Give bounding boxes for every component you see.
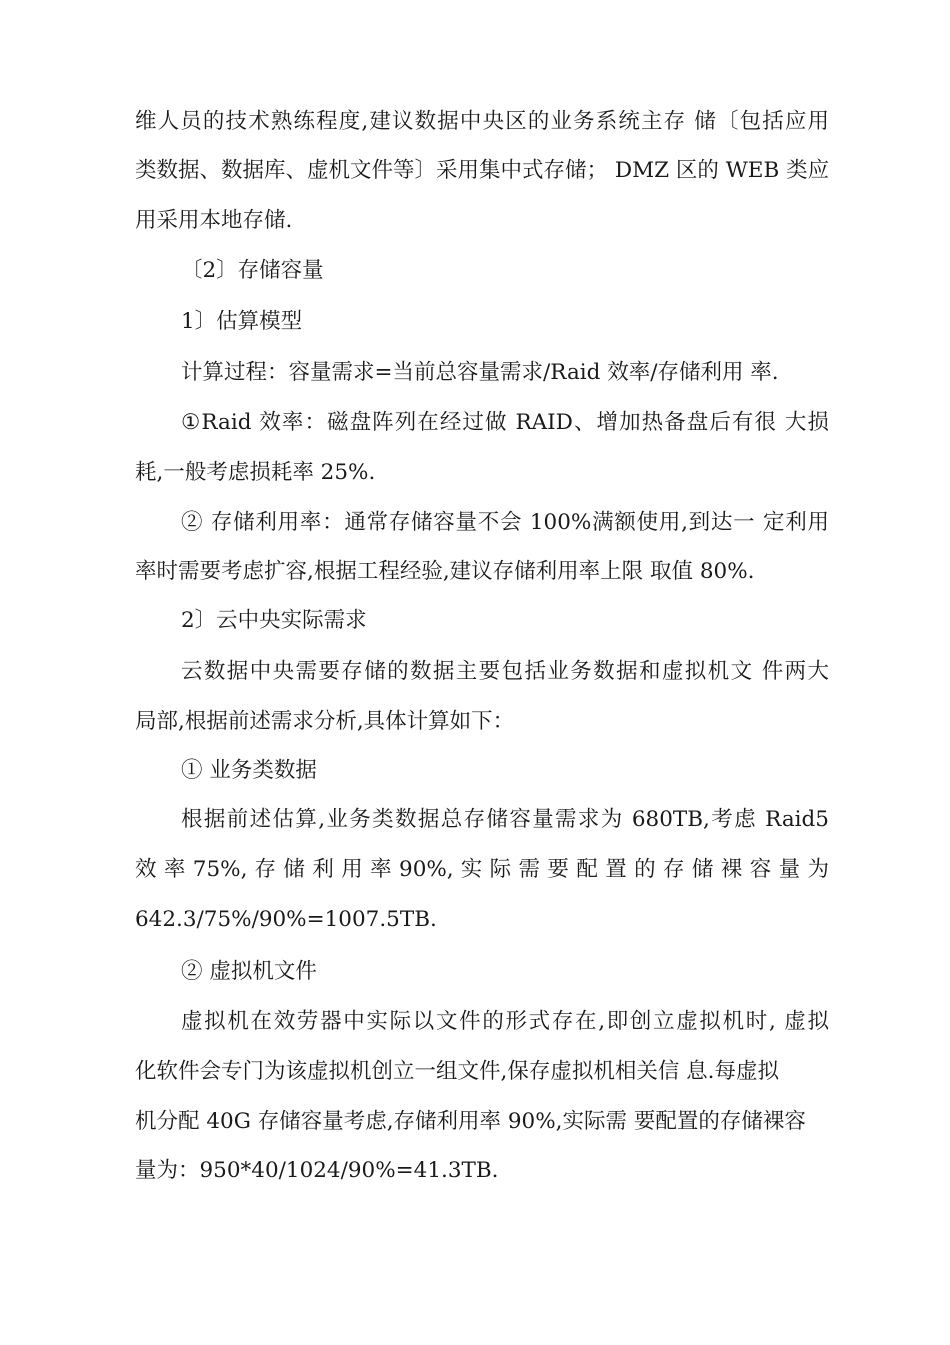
paragraph-line: 虚拟机在效劳器中实际以文件的形式存在,即创立虚拟机时, 虚拟 [181,1009,829,1034]
paragraph-line: ② 存储利用率：通常存储容量不会 100%满额使用,到达一 定利用 [181,510,829,535]
paragraph-line: 根据前述估算,业务类数据总存储容量需求为 680TB,考虑 Raid5 [181,807,829,832]
paragraph-line: 量为：950*40/1024/90%=41.3TB. [135,1158,499,1183]
paragraph-line: 率时需要考虑扩容,根据工程经验,建议存储利用率上限 取值 80%. [135,559,755,584]
paragraph-line: 642.3/75%/90%=1007.5TB. [135,907,437,932]
item-heading: ② 虚拟机文件 [181,959,317,984]
paragraph-line: 局部,根据前述需求分析,具体计算如下： [135,709,515,734]
subsection-heading: 1〕估算模型 [181,309,303,334]
paragraph-line: 耗,一般考虑损耗率 25%. [135,460,376,485]
paragraph-line: 效 率 75%, 存 储 利 用 率 90%, 实 际 需 要 配 置 的 存 储 裸 容 量 为 [135,857,829,882]
paragraph-line: 计算过程：容量需求=当前总容量需求/Raid 效率/存储利用 率. [181,360,779,385]
paragraph-line: 用采用本地存储. [135,208,293,233]
paragraph-line: 云数据中央需要存储的数据主要包括业务数据和虚拟机文 件两大 [181,659,829,684]
paragraph-line: 化软件会专门为该虚拟机创立一组文件,保存虚拟机相关信 息.每虚拟 [135,1059,780,1084]
subsection-heading: 2〕云中央实际需求 [181,608,367,633]
section-heading: 〔2〕存储容量 [181,258,324,283]
item-heading: ① 业务类数据 [181,758,317,783]
paragraph-line: 机分配 40G 存储容量考虑,存储利用率 90%,实际需 要配置的存储裸容 [135,1109,806,1134]
paragraph-line: 维人员的技术熟练程度,建议数据中央区的业务系统主存 储〔包括应用 [135,109,829,134]
paragraph-line: 类数据、数据库、虚机文件等〕采用集中式存储； DMZ 区的 WEB 类应 [135,158,830,183]
paragraph-line: ①Raid 效率：磁盘阵列在经过做 RAID、增加热备盘后有很 大损 [181,410,829,435]
